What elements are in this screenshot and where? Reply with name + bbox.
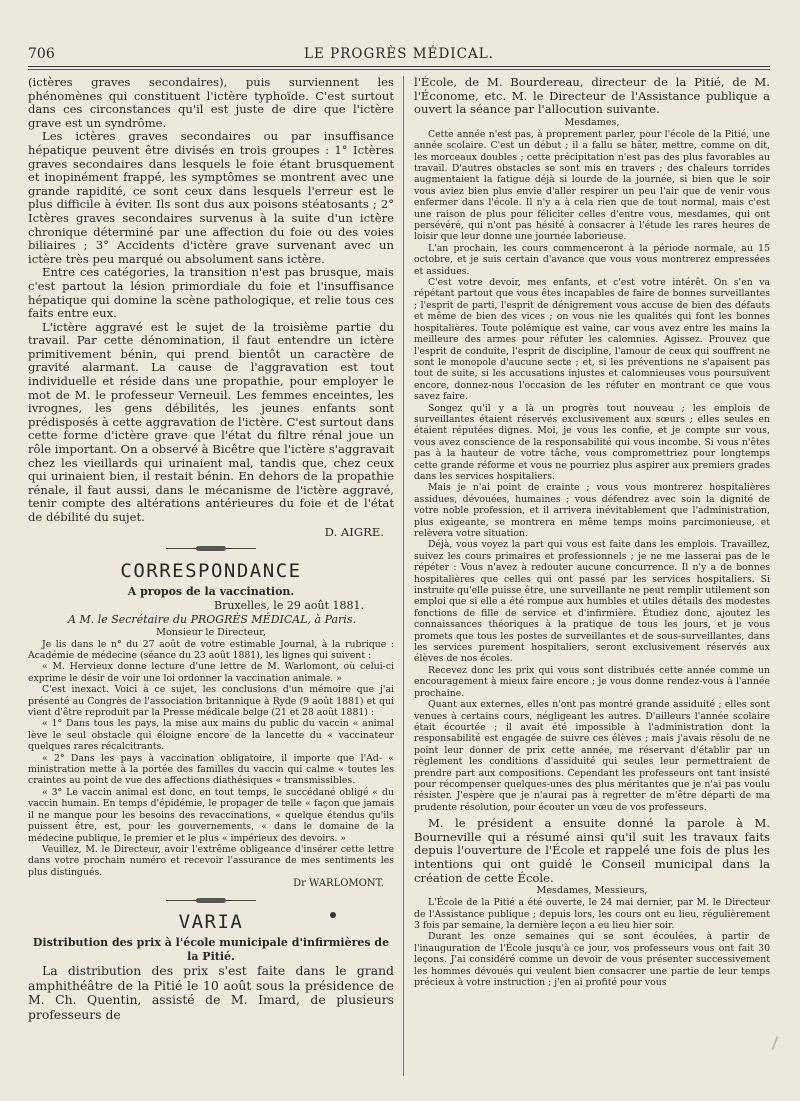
journal-title: LE PROGRÈS MÉDICAL. (304, 46, 494, 62)
letter-salutation: Monsieur le Directeur, (156, 626, 266, 638)
speech-salutation-1: Mesdames, (564, 116, 620, 128)
article-signature: D. AIGRE. (324, 524, 384, 539)
letter-paragraph-2: « M. Hervieux donne lecture d'une lettre de M. Warlomont, où celui-ci exprime le désir de voir une loi ordonner la vaccination animale. » (28, 661, 394, 684)
letter-address: A M. le Secrétaire du PROGRÈS MÉDICAL, à Paris. (68, 612, 356, 626)
letter-date: Bruxelles, le 29 août 1881. (213, 598, 364, 612)
letter-quote-2: « 2° Dans les pays à vaccination obligatoire, il importe que l'Ad- « ministration mette à la portée des familles du vaccin qui calme « toutes les craintes au point de vue des affections diathésiques « transmissibles. (28, 752, 394, 787)
speech-paragraph-1: Cette année n'est pas, à proprement parler, pour l'école de la Pitié, une année scolaire. C'est un début ; il a fallu se hâter, mettre, comme on dit, les morceaux doubles ; cette précipitation n'est pas des plus favorables au travail. D'autres obstacles se sont mis en travers ; des chaleurs torrides augmentaient la fatigue déjà si lourde de la journée, si bien que le soir vous aviez bien plus envie d'aller respirer un peu l'air que de venir vous enfermer dans l'école. Il n'y a à cela rien que de tout normal, mais c'est une raison de plus pour féliciter celles d'entre vous, mesdames, qui ont persévéré, qui n'ont pas hésité à consacrer à l'étude les rares heures de loisir que leur donne une journée laborieuse. (414, 128, 770, 243)
right-paragraph-2: M. le président a ensuite donné la parole à M. Bourneville qui a résumé ainsi qu'il suit les travaux faits depuis l'ouverture de l'École et rappelé une fois de plus les intentions qui ont guidé le Conseil municipal dans la création de cette École. (414, 816, 770, 885)
letter-paragraph-1: Je lis dans le n° du 27 août de votre estimable Journal, à la rubrique : Académie de médecine (séance du 23 août 1881), les lignes qui suivent : (28, 638, 394, 661)
speech-paragraph-7: Recevez donc les prix qui vous sont distribués cette année comme un encouragement à mieux faire encore ; je vous donne rendez-vous à l'année prochaine. (414, 664, 770, 699)
speech-paragraph-4: Songez qu'il y a là un progrès tout nouveau ; les emplois de surveillantes étaient réservés exclusivement aux sœurs ; elles seules en étaient réputées dignes. Moi, je vous les confie, et je compte sur vous, vous avez conscience de la responsabilité qui vous incombe. Si vous n'êtes pas à la hauteur de votre tâche, vous compromettriez pour longtemps cette grande réforme et vous ne pourriez plus aspirer aux premiers grades dans les services hospitaliers. (414, 402, 770, 482)
left-paragraph-2: Les ictères graves secondaires ou par insuffisance hépatique peuvent être divisés en trois groupes : 1° Ictères graves secondaires dans lesquels le foie étant brusquement et inopinément frappé, les symptômes se montrent avec une grande rapidité, ce sont ceux dans lesquels l'erreur est le plus difficile à éviter. Ils sont dus aux poisons stéatosants ; 2° Ictères graves secondaires survenus à la suite d'un ictère chronique déterminé par une affection du foie ou des voies biliaires ; 3° Accidents d'ictère grave survenant avec un ictère très peu marqué ou absolument sans ictère. (28, 129, 394, 266)
varia-paragraph-1: La distribution des prix s'est faite dans le grand amphithéâtre de la Pitié le 10 août sous la présidence de M. Ch. Quentin, assisté de M. Imard, de plusieurs professeurs de (28, 963, 394, 1022)
separator-ornament-2 (28, 894, 394, 906)
speech2-paragraph-2: Durant les onze semaines qui se sont écoulées, à partir de l'inauguration de l'École jusqu'à ce jour, vos professeurs vous ont fait 30 leçons. J'ai considéré comme un devoir de vous présenter successivement les hommes dévoués qui veulent bien consacrer une partie de leur temps précieux à votre instruction ; j'en ai profité pour vous (414, 931, 770, 988)
left-paragraph-3: Entre ces catégories, la transition n'est pas brusque, mais c'est partout la lésion primordiale du foie et l'insuffisance hépatique qui domine la scène pathologique, et relie tous ces faits entre eux. (28, 265, 394, 321)
ink-dot (330, 912, 336, 918)
letter-closing: Veuillez, M. le Directeur, avoir l'extrême obligeance d'insérer cette lettre dans votre prochain numéro et recevoir l'assurance de mes sentiments les plus distingués. (28, 843, 394, 878)
letter-paragraph-3: C'est inexact. Voici à ce sujet, les conclusions d'un mémoire que j'ai présenté au Congrès de l'association britannique à Ryde (9 août 1881) et qui vient d'être reproduit par la Presse médicale belge (21 et 28 août 1881) : (28, 684, 394, 719)
speech-paragraph-3: C'est votre devoir, mes enfants, et c'est votre intérêt. On s'en va répétant partout que vous êtes incapables de faire de bonnes surveillantes ; l'esprit de parti, l'esprit de dénigrement vous accuse de bien des défauts et même de bien des vices ; on vous nie les qualités qui font les bonnes hospitalières. Toute polémique est vaine, car vous avez entre les mains la meilleure des armes pour réfuter les calomnies. Agissez. Prouvez que l'esprit de conduite, l'esprit de discipline, l'amour de ceux qui souffrent ne sont le monopole d'aucune secte ; et, si les préventions ne s'apaisent pas tout de suite, si les accusations injustes et calomnieuses vous poursuivent encore, donnez-nous l'occasion de les réfuter en montrant ce que vous savez faire. (414, 277, 770, 403)
left-paragraph-4: L'ictère aggravé est le sujet de la troisième partie du travail. Par cette dénomination, il faut entendre un ictère primitivement bénin, qui prend bientôt un caractère de gravité alarmant. La cause de l'aggravation est tout individuelle et réside dans une propathie, pour employer le mot de M. le professeur Verneuil. Les femmes enceintes, les ivrognes, les gens débilités, les jeunes enfants sont prédisposés à cette aggravation de l'ictère. C'est surtout dans cette forme d'ictère grave que l'état du filtre rénal joue un rôle important. On a observé à Bicêtre que l'ictère s'aggravait chez les vieillards qui urinaient mal, tandis que, chez ceux qui urinaient bien, il restait bénin. En dehors de la propathie rénale, il faut aussi, dans le mécanisme de l'ictère aggravé, tenir compte des altérations antérieures du foie et de l'état de débilité du sujet. (28, 319, 394, 524)
correspondance-heading: CORRESPONDANCE (120, 559, 302, 582)
letter-quote-3: « 3° Le vaccin animal est donc, en tout temps, le succédané obligé « du vaccin humain. En temps d'épidémie, le propager de telle « façon que jamais il ne manque pour les besoins des revaccinations, « quelque étendus qu'ils puissent être, est, pour les gouvernements, « dans le domaine de la médecine publique, le premier et le plus « impérieux des devoirs. » (28, 786, 394, 844)
right-paragraph-1: l'École, de M. Bourdereau, directeur de la Pitié, de M. l'Économe, etc. M. le Directeur de l'Assistance publique a ouvert la séance par l'allocution suivante. (414, 76, 770, 117)
speech-paragraph-6: Déjà, vous voyez la part qui vous est faite dans les emplois. Travaillez, suivez les cours primaires et professionnels ; je ne me lasserai pas de le répéter : Vous n'avez à redouter aucune concurrence. Il n'y a de bonnes hospitalières que celles qui ont passé par les services hospitaliers. Si instruite qu'elle puisse être, une surveillante ne peut remplir utilement son emploi que si elle a été rompue aux humbles et utiles détails des modestes fonctions de fille de service et d'infirmière. Étudiez donc, ajoutez les connaissances théoriques à la pratique de tous les jours, et je vous promets que tous les postes de surveillantes et de sous-surveillantes, dans les services purement hospitaliers, seront exclusivement réservés aux élèves de nos écoles. (414, 539, 770, 665)
left-paragraph-1: (ictères graves secondaires), puis surviennent les phénomènes qui constituent l'ictère typhoïde. C'est surtout dans ces circonstances qu'il est juste de dire que l'ictère grave est un syndrôme. (28, 76, 394, 130)
page-number: 706 (28, 46, 55, 62)
pencil-mark (772, 1036, 779, 1050)
letter-signature: Dr WARLOMONT. (293, 878, 384, 890)
speech-paragraph-2: L'an prochain, les cours commenceront à la période normale, au 15 octobre, et je suis certain d'avance que vous vous montrerez empressées et assidues. (414, 242, 770, 277)
header-rule (28, 69, 770, 70)
speech2-paragraph-1: L'École de la Pitié a été ouverte, le 24 mai dernier, par M. le Directeur de l'Assistance publique ; depuis lors, les cours ont eu lieu, régulièrement 3 fois par semaine, la dernière leçon a eu lieu hier soir. (414, 897, 770, 931)
correspondance-subtitle: A propos de la vaccination. (127, 584, 295, 598)
running-header (28, 44, 770, 67)
speech-paragraph-5: Mais je n'ai point de crainte ; vous vous montrerez hospitalières assidues, dévouées, humaines ; vous défendrez avec soin la dignité de votre noble profession, et il arrivera inévitablement que l'administration, plus exigeante, se montrera en même temps moins parcimonieuse, et relèvera votre situation. (414, 482, 770, 539)
left-column (28, 76, 394, 1076)
varia-heading: VARIA (178, 911, 244, 934)
right-column (414, 76, 770, 1076)
column-divider (403, 76, 404, 1076)
separator-ornament (28, 543, 394, 555)
varia-subtitle: Distribution des prix à l'école municipale d'infirmières de la Pitié. (32, 936, 390, 964)
speech-salutation-2: Mesdames, Messieurs, (536, 885, 648, 897)
speech-paragraph-8: Quant aux externes, elles n'ont pas montré grande assiduité ; elles sont venues à certains cours, négligeant les autres. D'ailleurs l'année scolaire était écourtée ; il avait été impossible à l'administration dont la responsabilité est engagée de suivre ces élèves ; mais j'avais résolu de ne point leur donner de prix cette année, me réservant d'établir par un règlement les conditions d'assiduité qui seules leur permettraient de prendre part aux compositions. Cependant les professeurs ont tant insisté pour récompenser quelques-unes des plus méritantes que je n'ai pas voulu résister. J'espère que je n'aurai pas à regretter de m'être départi de ma prudente résolution, pour écouter un vœu de vos professeurs. (414, 699, 770, 813)
letter-quote-1: « 1° Dans tous les pays, la mise aux mains du public du vaccin « animal lève le seul obstacle qui éloigne encore de la lancette du « vaccinateur quelques rares récalcitrants. (28, 718, 394, 753)
